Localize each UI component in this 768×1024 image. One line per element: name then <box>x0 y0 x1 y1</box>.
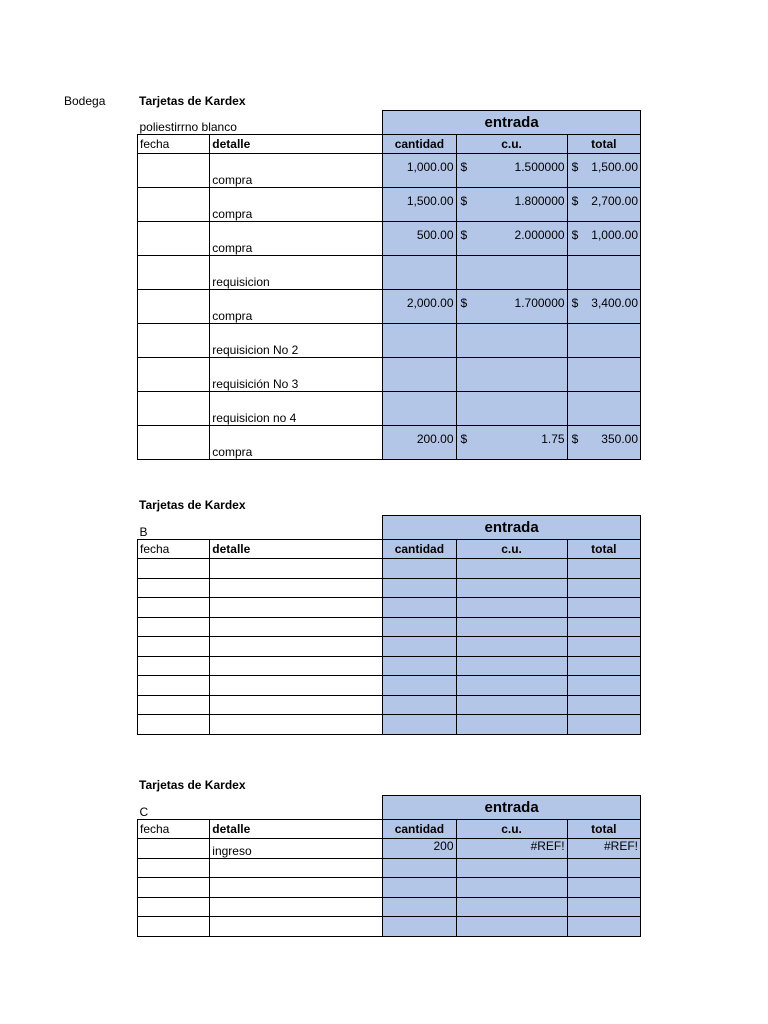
cell-cantidad <box>383 897 456 917</box>
entrada-header: entrada <box>383 111 641 135</box>
cell-cantidad <box>383 676 456 696</box>
block2-title: Tarjetas de Kardex <box>139 498 246 512</box>
cell-cu <box>456 878 567 898</box>
cell-detalle <box>210 695 383 715</box>
cu-value: 1.500000 <box>514 160 565 174</box>
cell-fecha <box>138 426 210 460</box>
cell-total <box>567 878 640 898</box>
cell-detalle: compra <box>210 290 383 324</box>
cell-total <box>567 715 640 735</box>
header-total: total <box>567 540 640 559</box>
cell-total <box>567 290 640 324</box>
cell-total <box>567 617 640 637</box>
cell-cu <box>456 290 567 324</box>
table-row <box>138 324 641 358</box>
kardex-table-3 <box>137 795 641 937</box>
cell-cu <box>456 358 567 392</box>
cell-cantidad: 2,000.00 <box>383 290 456 324</box>
cell-cu <box>456 715 567 735</box>
table-row <box>138 222 641 256</box>
cell-fecha <box>138 617 210 637</box>
table-row <box>138 715 641 735</box>
entrada-header: entrada <box>383 796 641 820</box>
cell-cu <box>456 392 567 426</box>
table-row <box>138 290 641 324</box>
table-row <box>138 656 641 676</box>
cell-detalle: requisicion <box>210 256 383 290</box>
header-cu: c.u. <box>456 135 567 154</box>
cell-detalle: requisicion No 2 <box>210 324 383 358</box>
cell-cantidad <box>383 358 456 392</box>
table-row <box>138 578 641 598</box>
cell-detalle <box>210 578 383 598</box>
cell-total <box>567 324 640 358</box>
cell-total <box>567 858 640 878</box>
table-row <box>138 637 641 657</box>
cell-total <box>567 637 640 657</box>
cell-cu <box>456 578 567 598</box>
currency-symbol: $ <box>460 194 468 208</box>
cell-detalle: requisicion no 4 <box>210 392 383 426</box>
currency-symbol: $ <box>460 432 468 446</box>
cell-cu <box>456 256 567 290</box>
cell-cantidad <box>383 578 456 598</box>
block1-title: Tarjetas de Kardex <box>139 94 246 108</box>
cell-cu <box>456 637 567 657</box>
cu-value: 1.700000 <box>514 296 565 310</box>
header-cu: c.u. <box>456 820 567 839</box>
bodega-label: Bodega <box>64 94 106 108</box>
currency-symbol: $ <box>571 432 579 446</box>
cell-total <box>567 695 640 715</box>
cell-cantidad: 200 <box>383 839 456 859</box>
cell-fecha <box>138 656 210 676</box>
cell-detalle <box>210 656 383 676</box>
cell-cu <box>456 917 567 937</box>
table-row <box>138 878 641 898</box>
cell-cantidad <box>383 695 456 715</box>
cell-cantidad <box>383 858 456 878</box>
cell-cu <box>456 656 567 676</box>
cell-fecha <box>138 154 210 188</box>
cell-cantidad <box>383 637 456 657</box>
cell-total <box>567 578 640 598</box>
cell-detalle <box>210 917 383 937</box>
table-row <box>138 617 641 637</box>
total-value: 1,000.00 <box>591 228 638 242</box>
header-detalle: detalle <box>210 135 383 154</box>
cell-detalle <box>210 897 383 917</box>
total-value: 350.00 <box>601 432 638 446</box>
cell-detalle: compra <box>210 188 383 222</box>
cell-fecha <box>138 839 210 859</box>
cell-total <box>567 559 640 579</box>
currency-symbol: $ <box>571 160 579 174</box>
table-row <box>138 154 641 188</box>
cell-fecha <box>138 256 210 290</box>
cell-cu <box>456 695 567 715</box>
cell-cu <box>456 559 567 579</box>
table-row <box>138 358 641 392</box>
table-row <box>138 858 641 878</box>
table-row <box>138 839 641 859</box>
cell-fecha <box>138 324 210 358</box>
cell-cantidad <box>383 917 456 937</box>
cell-fecha <box>138 358 210 392</box>
product-name: B <box>139 525 148 539</box>
cell-fecha <box>138 897 210 917</box>
cell-cantidad <box>383 559 456 579</box>
cell-total <box>567 392 640 426</box>
entrada-header: entrada <box>383 516 641 540</box>
total-value: 3,400.00 <box>591 296 638 310</box>
header-cantidad: cantidad <box>383 540 456 559</box>
kardex-table-1 <box>137 110 641 460</box>
cell-fecha <box>138 188 210 222</box>
cell-detalle: compra <box>210 154 383 188</box>
total-value: #REF! <box>603 839 638 853</box>
cell-cantidad: 500.00 <box>383 222 456 256</box>
cell-cu <box>456 858 567 878</box>
cell-cantidad <box>383 598 456 618</box>
cell-detalle <box>210 617 383 637</box>
currency-symbol: $ <box>571 194 579 208</box>
cell-cu <box>456 897 567 917</box>
cell-cu <box>456 676 567 696</box>
kardex-table-2 <box>137 515 641 735</box>
cell-total <box>567 154 640 188</box>
cell-total <box>567 222 640 256</box>
cell-fecha <box>138 637 210 657</box>
cell-detalle <box>210 858 383 878</box>
cell-cantidad <box>383 392 456 426</box>
cell-cu <box>456 426 567 460</box>
cell-detalle: ingreso <box>210 839 383 859</box>
product-name: poliestirrno blanco <box>139 120 237 134</box>
header-detalle: detalle <box>210 820 383 839</box>
cell-cantidad: 1,000.00 <box>383 154 456 188</box>
cell-fecha <box>138 598 210 618</box>
cell-total <box>567 676 640 696</box>
cu-value: #REF! <box>530 839 565 853</box>
table-row <box>138 426 641 460</box>
cell-detalle: requisición No 3 <box>210 358 383 392</box>
currency-symbol: $ <box>460 228 468 242</box>
cell-fecha <box>138 578 210 598</box>
header-cu: c.u. <box>456 540 567 559</box>
header-fecha: fecha <box>138 135 210 154</box>
cell-cu <box>456 324 567 358</box>
cell-cantidad <box>383 878 456 898</box>
table-row <box>138 598 641 618</box>
cell-fecha <box>138 858 210 878</box>
cell-cu <box>456 839 567 859</box>
cell-detalle <box>210 559 383 579</box>
cu-value: 1.75 <box>541 432 565 446</box>
cell-total <box>567 917 640 937</box>
cell-total <box>567 358 640 392</box>
table-row <box>138 392 641 426</box>
cell-detalle <box>210 598 383 618</box>
cell-detalle <box>210 637 383 657</box>
header-fecha: fecha <box>138 820 210 839</box>
cell-cantidad <box>383 256 456 290</box>
cell-fecha <box>138 878 210 898</box>
table-row <box>138 897 641 917</box>
cell-cu <box>456 598 567 618</box>
total-value: 2,700.00 <box>591 194 638 208</box>
cell-fecha <box>138 222 210 256</box>
cu-value: 1.800000 <box>514 194 565 208</box>
header-detalle: detalle <box>210 540 383 559</box>
cell-cantidad <box>383 656 456 676</box>
currency-symbol: $ <box>571 228 579 242</box>
product-name: C <box>139 805 149 819</box>
currency-symbol: $ <box>571 296 579 310</box>
cell-detalle <box>210 878 383 898</box>
header-total: total <box>567 135 640 154</box>
cell-cu <box>456 617 567 637</box>
cell-cu <box>456 222 567 256</box>
table-row <box>138 256 641 290</box>
table-row <box>138 676 641 696</box>
cell-detalle: compra <box>210 222 383 256</box>
cell-fecha <box>138 676 210 696</box>
currency-symbol: $ <box>460 160 468 174</box>
cell-cantidad: 1,500.00 <box>383 188 456 222</box>
cell-fecha <box>138 917 210 937</box>
cell-detalle: compra <box>210 426 383 460</box>
cu-value: 2.000000 <box>514 228 565 242</box>
header-fecha: fecha <box>138 540 210 559</box>
cell-fecha <box>138 290 210 324</box>
cell-total <box>567 188 640 222</box>
cell-cantidad <box>383 324 456 358</box>
cell-total <box>567 656 640 676</box>
table-row <box>138 559 641 579</box>
cell-detalle <box>210 715 383 735</box>
total-value: 1,500.00 <box>591 160 638 174</box>
table-row <box>138 188 641 222</box>
cell-cantidad <box>383 617 456 637</box>
table-row <box>138 695 641 715</box>
currency-symbol: $ <box>460 296 468 310</box>
cell-cu <box>456 154 567 188</box>
cell-cantidad <box>383 715 456 735</box>
cell-cu <box>456 188 567 222</box>
cell-total <box>567 426 640 460</box>
table-row <box>138 917 641 937</box>
header-total: total <box>567 820 640 839</box>
cell-total <box>567 839 640 859</box>
cell-detalle <box>210 676 383 696</box>
header-cantidad: cantidad <box>383 820 456 839</box>
header-cantidad: cantidad <box>383 135 456 154</box>
cell-cantidad: 200.00 <box>383 426 456 460</box>
cell-fecha <box>138 559 210 579</box>
block3-title: Tarjetas de Kardex <box>139 778 246 792</box>
cell-total <box>567 598 640 618</box>
cell-fecha <box>138 695 210 715</box>
cell-fecha <box>138 392 210 426</box>
cell-fecha <box>138 715 210 735</box>
cell-total <box>567 897 640 917</box>
cell-total <box>567 256 640 290</box>
